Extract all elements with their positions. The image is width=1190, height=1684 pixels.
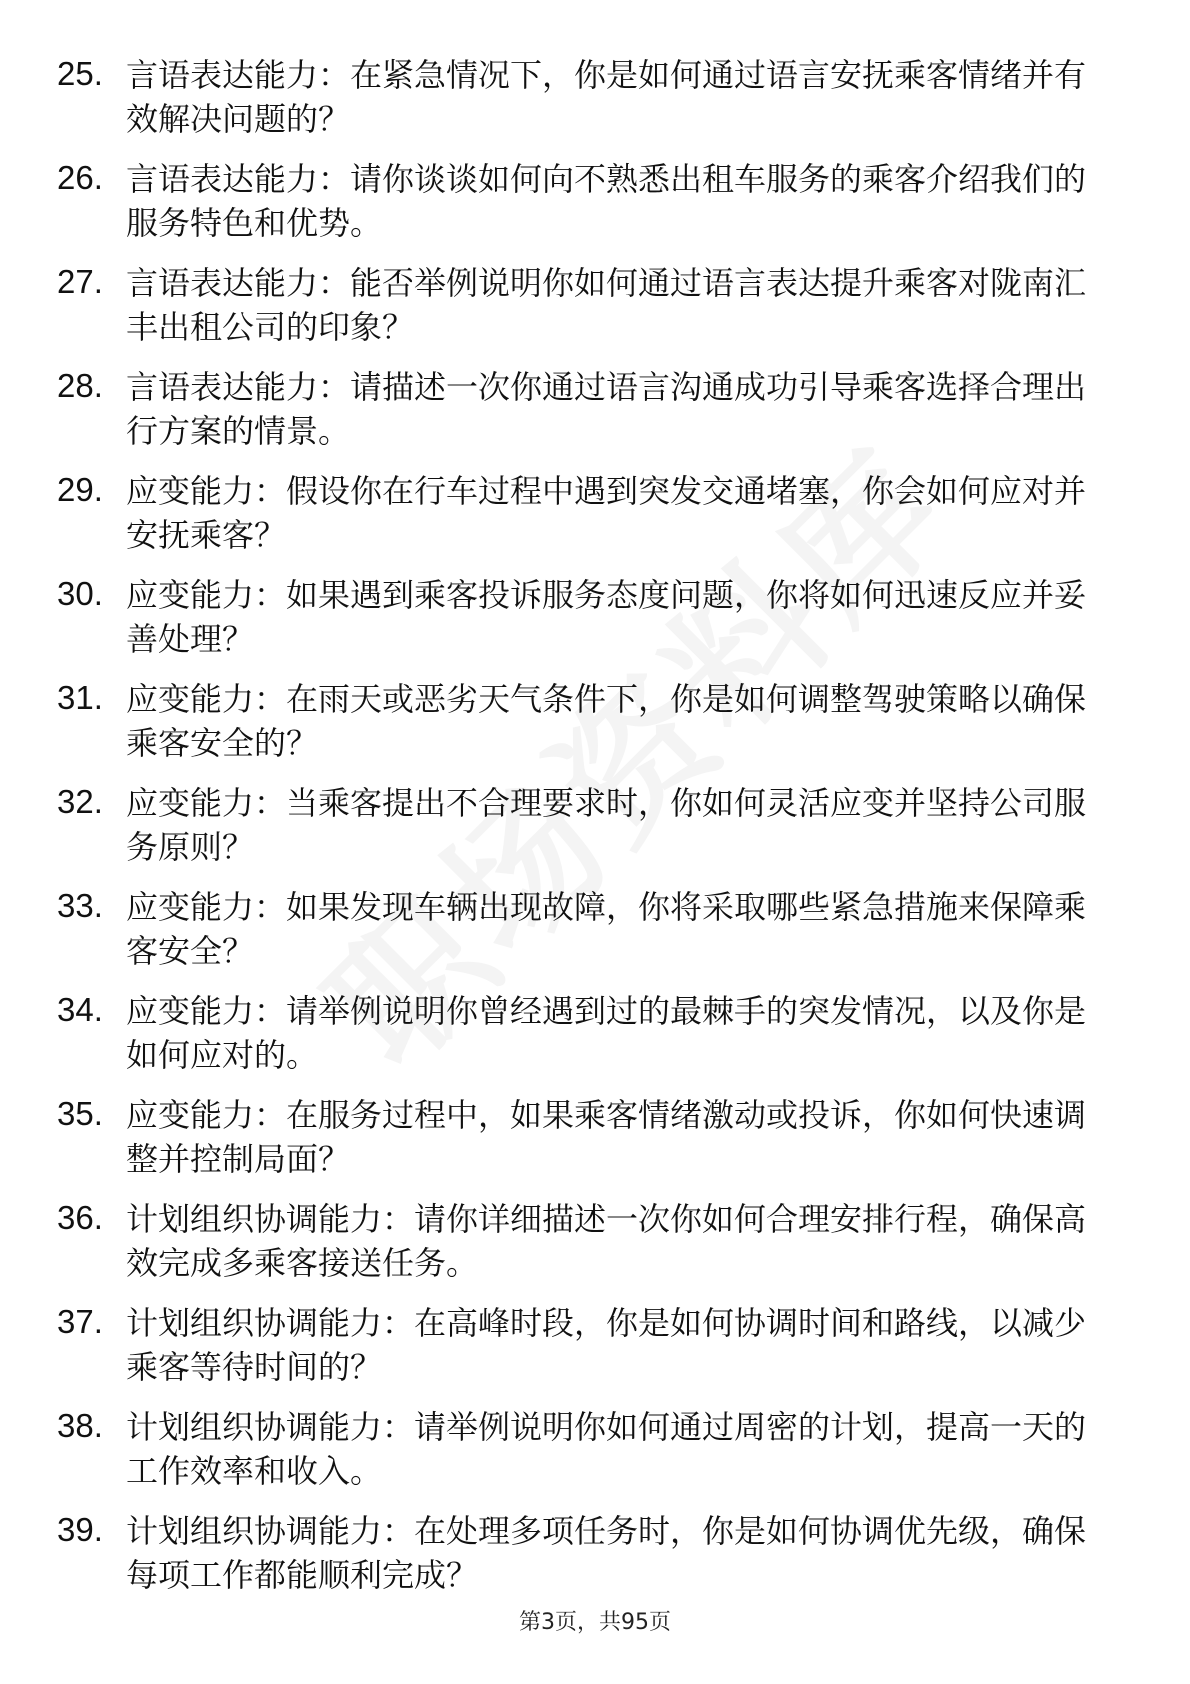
question-number: 36. bbox=[57, 1199, 103, 1236]
list-item bbox=[0, 1300, 1190, 1404]
question-number: 37. bbox=[57, 1303, 103, 1340]
question-number: 39. bbox=[57, 1511, 103, 1548]
question-text: 言语表达能力：在紧急情况下，你是如何通过语言安抚乘客情绪并有效解决问题的？ bbox=[126, 56, 1087, 138]
question-text: 应变能力：请举例说明你曾经遇到过的最棘手的突发情况，以及你是如何应对的。 bbox=[126, 992, 1087, 1074]
question-number: 31. bbox=[57, 679, 103, 716]
question-text: 言语表达能力：能否举例说明你如何通过语言表达提升乘客对陇南汇丰出租公司的印象？ bbox=[126, 264, 1087, 346]
question-text: 应变能力：如果发现车辆出现故障，你将采取哪些紧急措施来保障乘客安全？ bbox=[126, 888, 1087, 970]
question-text: 计划组织协调能力：请举例说明你如何通过周密的计划，提高一天的工作效率和收入。 bbox=[126, 1408, 1087, 1490]
question-number: 29. bbox=[57, 471, 103, 508]
question-text: 应变能力：在服务过程中，如果乘客情绪激动或投诉，你如何快速调整并控制局面？ bbox=[126, 1096, 1087, 1178]
question-number: 32. bbox=[57, 783, 103, 820]
question-text: 应变能力：假设你在行车过程中遇到突发交通堵塞，你会如何应对并安抚乘客？ bbox=[126, 472, 1087, 554]
list-item bbox=[0, 572, 1190, 676]
list-item bbox=[0, 1092, 1190, 1196]
question-number: 30. bbox=[57, 575, 103, 612]
list-item bbox=[0, 1404, 1190, 1508]
question-number: 25. bbox=[57, 55, 103, 92]
question-number: 28. bbox=[57, 367, 103, 404]
page-footer bbox=[0, 1608, 1190, 1638]
list-item bbox=[0, 1196, 1190, 1300]
question-text: 言语表达能力：请你谈谈如何向不熟悉出租车服务的乘客介绍我们的服务特色和优势。 bbox=[126, 160, 1087, 242]
list-item bbox=[0, 780, 1190, 884]
question-text: 应变能力：如果遇到乘客投诉服务态度问题，你将如何迅速反应并妥善处理？ bbox=[126, 576, 1087, 658]
question-text: 应变能力：当乘客提出不合理要求时，你如何灵活应变并坚持公司服务原则？ bbox=[126, 784, 1087, 866]
list-item bbox=[0, 52, 1190, 156]
list-item bbox=[0, 1508, 1190, 1612]
list-item bbox=[0, 156, 1190, 260]
list-item bbox=[0, 676, 1190, 780]
question-text: 言语表达能力：请描述一次你通过语言沟通成功引导乘客选择合理出行方案的情景。 bbox=[126, 368, 1087, 450]
question-list bbox=[0, 52, 1190, 1612]
list-item bbox=[0, 884, 1190, 988]
question-number: 34. bbox=[57, 991, 103, 1028]
list-item bbox=[0, 364, 1190, 468]
question-text: 计划组织协调能力：在高峰时段，你是如何协调时间和路线，以减少乘客等待时间的？ bbox=[126, 1304, 1087, 1386]
question-number: 27. bbox=[57, 263, 103, 300]
list-item bbox=[0, 988, 1190, 1092]
question-number: 33. bbox=[57, 887, 103, 924]
list-item bbox=[0, 468, 1190, 572]
question-number: 26. bbox=[57, 159, 103, 196]
question-number: 38. bbox=[57, 1407, 103, 1444]
question-text: 应变能力：在雨天或恶劣天气条件下，你是如何调整驾驶策略以确保乘客安全的？ bbox=[126, 680, 1087, 762]
question-number: 35. bbox=[57, 1095, 103, 1132]
question-text: 计划组织协调能力：在处理多项任务时，你是如何协调优先级，确保每项工作都能顺利完成？ bbox=[126, 1512, 1087, 1594]
list-item bbox=[0, 260, 1190, 364]
question-text: 计划组织协调能力：请你详细描述一次你如何合理安排行程，确保高效完成多乘客接送任务。 bbox=[126, 1200, 1087, 1282]
page-number: 第3页，共95页 bbox=[519, 1610, 671, 1635]
